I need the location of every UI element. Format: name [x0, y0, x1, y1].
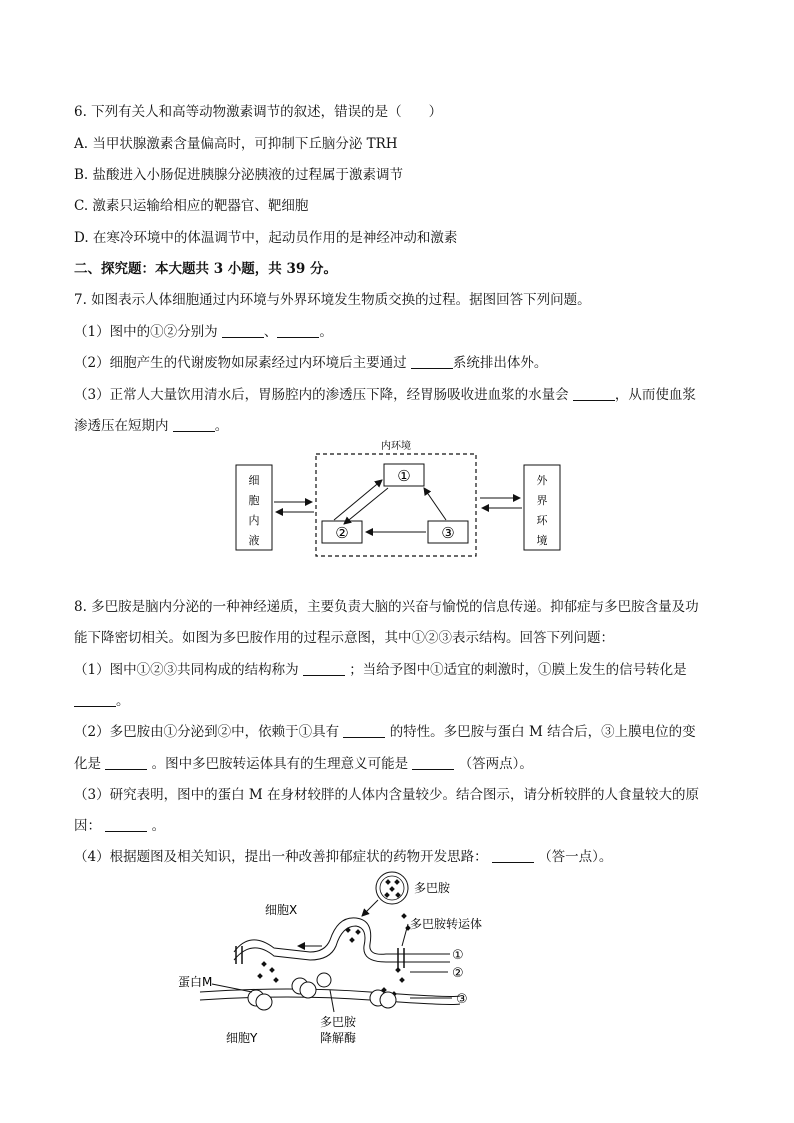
q7-part2-text: （2）细胞产生的代谢废物如尿素经过内环境后主要通过 — [74, 355, 407, 371]
q7-part1 — [74, 322, 734, 342]
q8-part3-cont: 因： — [74, 818, 101, 834]
q6-stem: 6. 下列有关人和高等动物激素调节的叙述，错误的是（ ） — [74, 104, 443, 120]
structure-1-label: ① — [452, 948, 464, 963]
q8-stem-line1: 8. 多巴胺是脑内分泌的一种神经递质，主要负责大脑的兴奋与愉悦的信息传递。抑郁症与多巴胺含量及功 — [74, 599, 699, 615]
external-char: 界 — [536, 494, 548, 507]
q8-part2-mid: 的特性。多巴胺与蛋白 M 结合后，③上膜电位的变 — [389, 724, 696, 740]
receptor — [256, 994, 272, 1010]
presynaptic-membrane-inner — [234, 926, 450, 962]
q8-part2-end: （答两点）。 — [458, 756, 533, 772]
q6-option-a: A. 当甲状腺激素含量偏高时，可抑制下丘脑分泌 TRH — [74, 136, 398, 152]
node-1-label: ① — [397, 467, 411, 485]
q8-part4-end: （答一点）。 — [538, 849, 613, 865]
released-dopamine-dots — [257, 913, 411, 997]
q8-part3-line2 — [74, 816, 734, 836]
answer-blank[interactable] — [412, 755, 454, 770]
dopamine-label: 多巴胺 — [414, 881, 451, 895]
protein-m-label: 蛋白M — [178, 975, 213, 989]
answer-blank[interactable] — [105, 817, 147, 832]
arrow-2-to-1 — [334, 480, 382, 520]
external-char: 外 — [536, 474, 548, 487]
q8-part1-line2 — [74, 691, 734, 711]
q7-part2-end: 系统排出体外。 — [452, 355, 548, 371]
q8-part2-cont: 化是 — [74, 756, 101, 772]
internal-environment-label: 内环境 — [381, 441, 411, 452]
q7-part3-end: 。 — [214, 418, 229, 434]
q7-stem: 7. 如图表示人体细胞通过内环境与外界环境发生物质交换的过程。据图回答下列问题。 — [74, 292, 591, 308]
q7-part1-end: 。 — [319, 324, 333, 340]
q6-option-b: B. 盐酸进入小肠促进胰腺分泌胰液的过程属于激素调节 — [74, 167, 404, 183]
section-heading: 二、探究题：本大题共 3 小题，共 39 分。 — [74, 261, 337, 277]
q7-part2 — [74, 353, 734, 373]
answer-blank[interactable] — [303, 661, 345, 676]
cell-y-label: 细胞Y — [226, 1031, 258, 1045]
vesicle-arrow — [362, 900, 378, 916]
q8-part1-end: 。 — [116, 693, 130, 709]
q7-part3-text: （3）正常人大量饮用清水后，胃肠腔内的渗透压下降，经胃肠吸收进血浆的水量会 — [74, 387, 569, 403]
q8-part1-text: （1）图中①②③共同构成的结构称为 — [74, 662, 299, 678]
q7-part3-line2 — [74, 416, 734, 436]
answer-blank[interactable] — [343, 723, 385, 738]
q7-part3-line1 — [74, 385, 734, 405]
intracellular-char: 胞 — [248, 494, 260, 507]
node-3-label: ③ — [441, 524, 455, 542]
q8-part2-text: （2）多巴胺由①分泌到②中，依赖于①具有 — [74, 724, 340, 740]
answer-blank[interactable] — [105, 755, 147, 770]
q8-part2-mid2: 。图中多巴胺转运体具有的生理意义可能是 — [151, 756, 409, 772]
q8-part4 — [74, 847, 734, 867]
transporter-leader — [402, 924, 408, 946]
q8-part4-text: （4）根据题图及相关知识，提出一种改善抑郁症状的药物开发思路： — [74, 849, 488, 865]
answer-blank[interactable] — [411, 354, 453, 369]
answer-blank[interactable] — [222, 323, 264, 338]
q8-part2-line2 — [74, 754, 734, 774]
q7-part3-mid: ，从而使血浆 — [614, 387, 696, 403]
q8-stem-line2: 能下降密切相关。如图为多巴胺作用的过程示意图，其中①②③表示结构。回答下列问题： — [74, 630, 614, 646]
answer-blank[interactable] — [573, 386, 615, 401]
q7-part1-sep: 、 — [263, 324, 278, 340]
enzyme-label-line2: 降解酶 — [320, 1031, 357, 1045]
intracellular-char: 液 — [248, 534, 260, 547]
answer-blank[interactable] — [492, 848, 534, 863]
dopamine-synapse-diagram — [170, 868, 510, 1050]
q7-part3-cont: 渗透压在短期内 — [74, 418, 169, 434]
q7-part1-text: （1）图中的①②分别为 — [74, 324, 218, 340]
intracellular-char: 细 — [248, 474, 260, 487]
q6-option-c: C. 激素只运输给相应的靶器官、靶细胞 — [74, 198, 309, 214]
q8-part2 — [74, 722, 734, 742]
enzyme-shape — [317, 973, 331, 987]
enzyme-shape — [300, 982, 316, 998]
enzyme-label-line1: 多巴胺 — [320, 1015, 357, 1029]
q6-option-d: D. 在寒冷环境中的体温调节中，起动员作用的是神经冲动和激素 — [74, 230, 458, 246]
arrow-3-to-1 — [424, 488, 446, 520]
external-char: 环 — [536, 514, 548, 527]
answer-blank[interactable] — [173, 417, 215, 432]
external-char: 境 — [536, 534, 548, 547]
enzyme-leader — [330, 990, 334, 1012]
q8-part3: （3）研究表明，图中的蛋白 M 在身材较胖的人体内含量较少。结合图示，请分析较胖的人食量较大的原 — [74, 787, 699, 803]
q8-part1-mid: ；当给予图中①适宜的刺激时，①膜上发生的信号转化是 — [349, 662, 687, 678]
transporter-label: 多巴胺转运体 — [410, 917, 483, 931]
structure-3-label: ③ — [456, 992, 468, 1007]
q8-part3-end: 。 — [151, 818, 166, 834]
receptor — [380, 992, 396, 1008]
answer-blank[interactable] — [277, 323, 319, 338]
node-2-label: ② — [335, 524, 349, 542]
intracellular-char: 内 — [248, 514, 260, 527]
internal-environment-diagram — [230, 440, 570, 560]
q8-part1 — [74, 660, 734, 680]
answer-blank[interactable] — [74, 692, 116, 707]
cell-x-label: 细胞X — [265, 903, 298, 917]
structure-2-label: ② — [452, 966, 464, 981]
